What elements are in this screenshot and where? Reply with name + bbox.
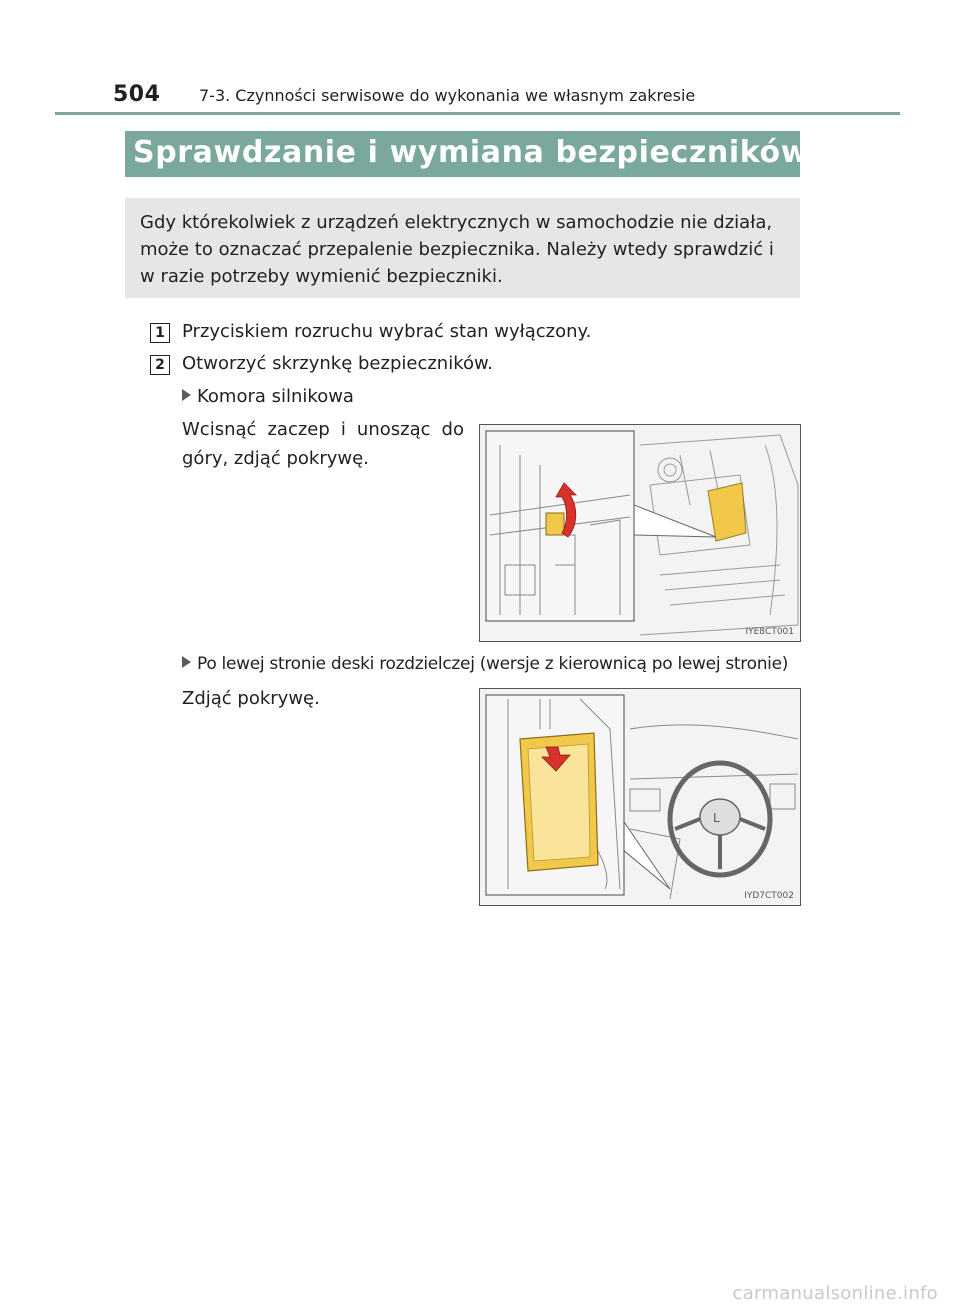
instruction-text: Zdjąć pokrywę.	[182, 688, 320, 709]
intro-box	[125, 198, 800, 298]
subheading-text: Po lewej stronie deski rozdzielczej (wersje z kierownicą po lewej stronie)	[197, 654, 789, 674]
figure-code: IYE8CT001	[745, 627, 794, 637]
subheading-instrument-panel	[182, 654, 788, 676]
page-number: 504	[113, 82, 161, 107]
step-number-badge: 2	[150, 355, 170, 375]
figure-code: IYD7CT002	[744, 891, 794, 901]
step-text: Otworzyć skrzynkę bezpieczników.	[182, 353, 493, 374]
subheading-text: Komora silnikowa	[197, 386, 354, 407]
subheading-engine-compartment	[182, 386, 354, 408]
running-header: 7-3. Czynności serwisowe do wykonania we własnym zakresie	[199, 86, 696, 105]
page-title: Sprawdzanie i wymiana bezpieczników	[133, 135, 810, 170]
intro-text: Gdy którekolwiek z urządzeń elektrycznych w samochodzie nie działa, może to oznaczać przepalenie bezpiecznika. Należy wtedy sprawdzić i w razie potrzeby wymienić bezpieczniki.	[140, 212, 774, 287]
dashboard-illustration	[480, 689, 800, 905]
title-bar	[125, 131, 810, 177]
svg-text:L: L	[713, 811, 720, 825]
step-number-badge: 1	[150, 323, 170, 343]
step-text: Przyciskiem rozruchu wybrać stan wyłączony.	[182, 321, 592, 342]
footer-watermark: carmanualsonline.info	[732, 1283, 938, 1304]
engine-compartment-illustration	[480, 425, 800, 641]
triangle-bullet-icon	[182, 656, 191, 668]
header-rule	[55, 112, 900, 115]
engine-fuse-box-figure	[479, 424, 801, 642]
latch-highlight	[546, 513, 564, 535]
triangle-bullet-icon	[182, 389, 191, 401]
instruction-text: Wcisnąć zaczep i unosząc do góry, zdjąć pokrywę.	[182, 419, 464, 469]
dashboard-fuse-box-figure	[479, 688, 801, 906]
